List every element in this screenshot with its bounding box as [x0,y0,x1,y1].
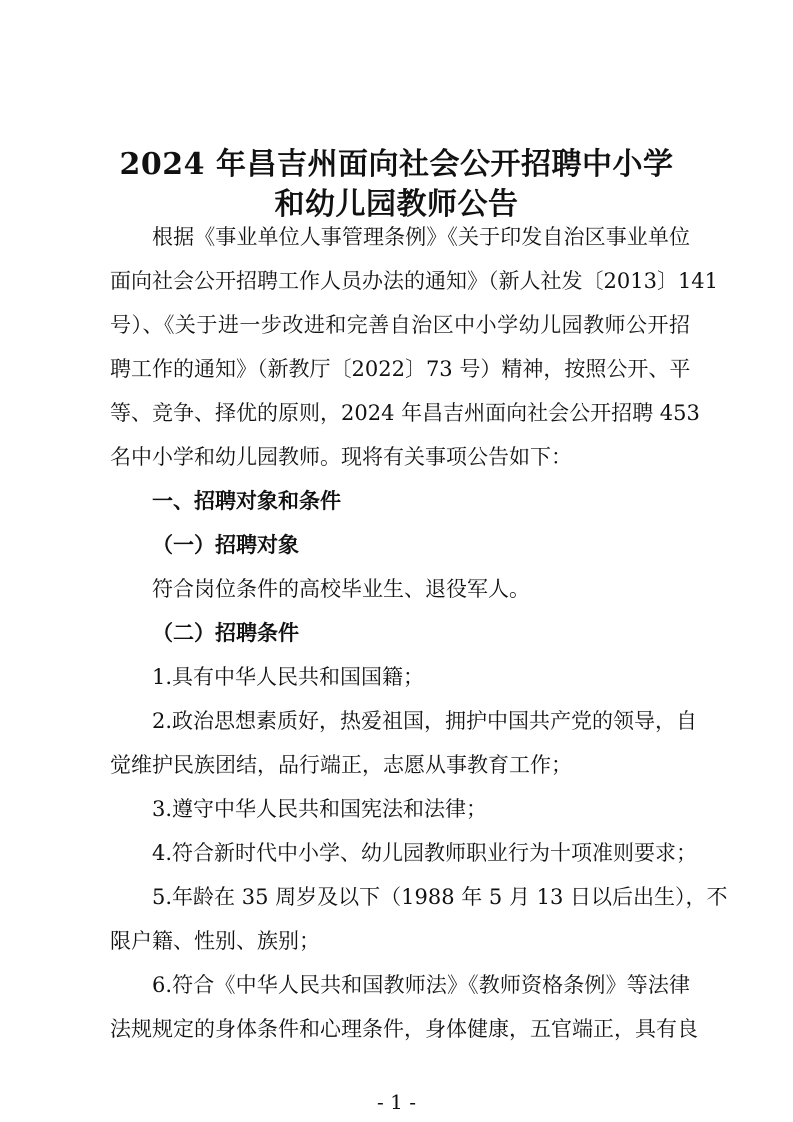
condition-item-2-line2: 觉维护民族团结，品行端正，志愿从事教育工作； [110,753,572,777]
condition-item-4: 4.符合新时代中小学、幼儿园教师职业行为十项准则要求； [152,841,698,865]
sub2-heading: （二）招聘条件 [152,621,299,645]
document-title-line2: 和幼儿园教师公告 [274,187,519,222]
condition-item-5-line1: 5.年龄在 35 周岁及以下（1988 年 5 月 13 日以后出生），不 [152,885,728,909]
page-number: - 1 - [377,1090,416,1114]
sub1-heading: （一）招聘对象 [152,533,299,557]
section1-heading: 一、招聘对象和条件 [152,489,341,513]
condition-item-6-line2: 法规规定的身体条件和心理条件，身体健康，五官端正，具有良 [110,1017,698,1041]
condition-item-1: 1.具有中华人民共和国国籍； [152,665,425,689]
condition-item-3: 3.遵守中华人民共和国宪法和法律； [152,797,488,821]
intro-line: 等、竞争、择优的原则，2024 年昌吉州面向社会公开招聘 453 [110,401,700,425]
intro-line: 名中小学和幼儿园教师。现将有关事项公告如下： [110,445,572,469]
intro-line: 聘工作的通知》（新教厅〔2022〕73 号）精神，按照公开、平 [110,357,691,381]
condition-item-2-line1: 2.政治思想素质好，热爱祖国，拥护中国共产党的领导，自 [152,709,698,733]
condition-item-6-line1: 6.符合《中华人民共和国教师法》《教师资格条例》等法律 [152,973,690,997]
intro-line: 根据《事业单位人事管理条例》《关于印发自治区事业单位 [152,225,690,249]
document-title-line1: 2024 年昌吉州面向社会公开招聘中小学 [119,147,674,182]
condition-item-5-line2: 限户籍、性别、族别； [110,929,320,953]
sub1-text: 符合岗位条件的高校毕业生、退役军人。 [152,577,530,601]
intro-line: 号）、《关于进一步改进和完善自治区中小学幼儿园教师公开招 [110,313,690,337]
intro-line: 面向社会公开招聘工作人员办法的通知》（新人社发〔2013〕141 [110,269,719,293]
